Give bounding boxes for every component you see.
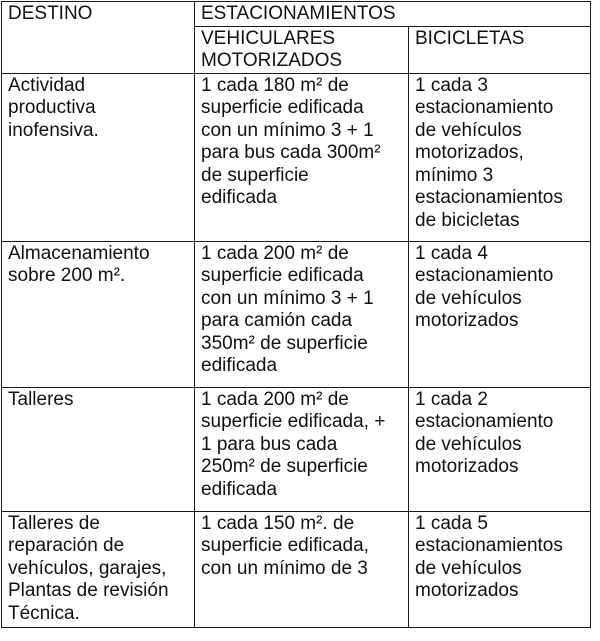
header-vehiculares: VEHICULARES MOTORIZADOS <box>195 26 409 73</box>
header-bicicletas: BICICLETAS <box>409 26 591 73</box>
cell-destino: Talleres <box>2 387 195 511</box>
parking-requirements-table-wrapper <box>1 1 590 628</box>
cell-bicicletas: 1 cada 3 estacionamiento de vehículos motorizados, mínimo 3 estacionamientos de bicicletas <box>409 73 591 241</box>
header-destino: DESTINO <box>2 2 195 74</box>
cell-destino: Talleres de reparación de vehículos, garajes, Plantas de revisión Técnica. <box>2 511 195 627</box>
cell-bicicletas: 1 cada 2 estacionamiento de vehículos motorizados <box>409 387 591 511</box>
table-row <box>2 511 591 627</box>
cell-vehiculares: 1 cada 150 m². de superficie edificada, con un mínimo de 3 <box>195 511 409 627</box>
table-row <box>2 387 591 511</box>
table-row <box>2 241 591 387</box>
cell-destino: Actividad productiva inofensiva. <box>2 73 195 241</box>
cell-bicicletas: 1 cada 5 estacionamientos de vehículos motorizados <box>409 511 591 627</box>
table-row <box>2 73 591 241</box>
parking-requirements-table <box>1 1 591 628</box>
cell-bicicletas: 1 cada 4 estacionamiento de vehículos motorizados <box>409 241 591 387</box>
header-row <box>2 2 591 27</box>
header-estacionamientos: ESTACIONAMIENTOS <box>195 2 591 27</box>
cell-vehiculares: 1 cada 200 m² de superficie edificada, + 1 para bus cada 250m² de superficie edificada <box>195 387 409 511</box>
cell-vehiculares: 1 cada 180 m² de superficie edificada con un mínimo 3 + 1 para bus cada 300m² de superficie edificada <box>195 73 409 241</box>
cell-vehiculares: 1 cada 200 m² de superficie edificada con un mínimo 3 + 1 para camión cada 350m² de superficie edificada <box>195 241 409 387</box>
cell-destino: Almacenamiento sobre 200 m². <box>2 241 195 387</box>
